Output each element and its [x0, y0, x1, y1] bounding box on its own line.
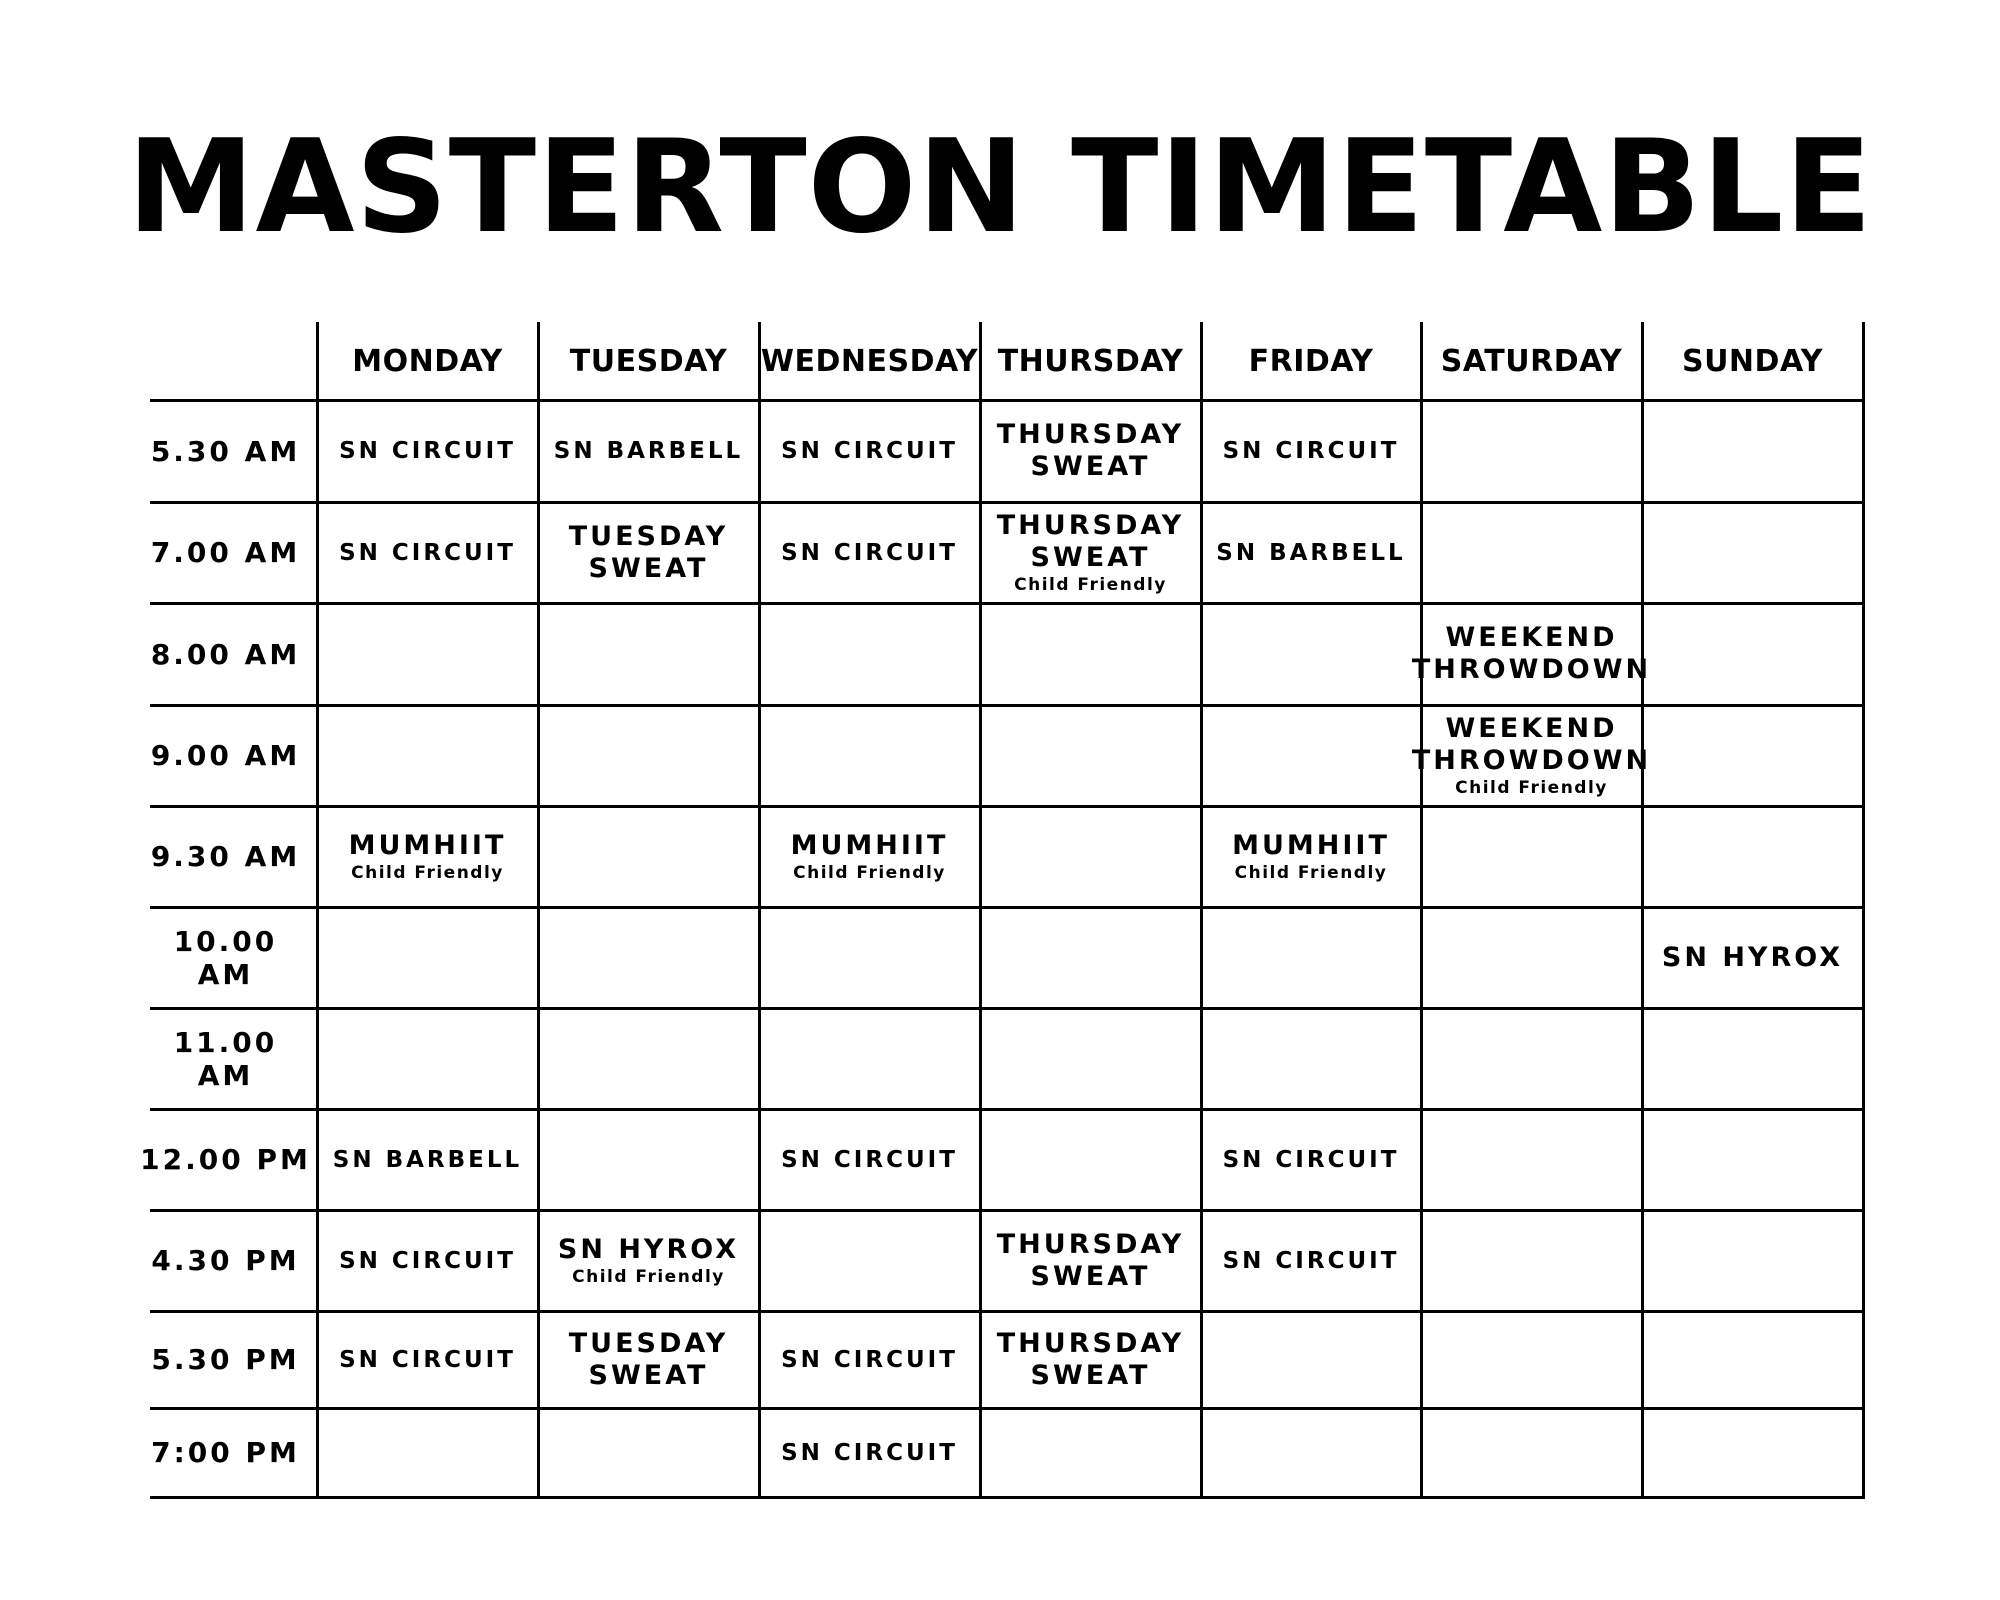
time-label: 10.00 AM [173, 924, 278, 991]
class-name: SN BARBELL [1216, 539, 1406, 566]
class-cell [1642, 603, 1863, 705]
class-cell [1411, 705, 1652, 806]
class-cell [980, 1109, 1201, 1210]
class-cell [759, 1109, 980, 1210]
class-name: MUMHIIT [790, 829, 949, 861]
class-cell [317, 1311, 538, 1408]
day-header: WEDNESDAY [760, 343, 979, 379]
time-label: 8.00 AM [150, 637, 301, 671]
class-cell [1421, 806, 1642, 907]
class-name: SN CIRCUIT [781, 539, 958, 566]
class-cell [1201, 1408, 1421, 1497]
class-name: SN HYROX [557, 1233, 740, 1265]
class-name: SWEAT [1030, 1359, 1151, 1391]
class-cell [538, 1210, 759, 1311]
class-cell [1421, 502, 1642, 603]
class-name: THURSDAY [996, 509, 1185, 541]
class-cell [1201, 907, 1421, 1008]
class-cell [538, 907, 759, 1008]
class-cell [1642, 502, 1863, 603]
class-cell [980, 907, 1201, 1008]
class-cell [1421, 1109, 1642, 1210]
class-cell [1421, 1008, 1642, 1109]
class-name: MUMHIIT [348, 829, 507, 861]
class-name: SN CIRCUIT [781, 438, 958, 464]
time-label: 4.30 PM [151, 1244, 300, 1277]
class-name: MUMHIIT [1232, 829, 1390, 861]
class-cell [759, 1311, 980, 1408]
class-name: SWEAT [1030, 451, 1151, 482]
child-friendly-note: Child Friendly [572, 1266, 725, 1287]
class-cell [1642, 1311, 1863, 1408]
class-name: WEEKEND [1445, 712, 1618, 744]
class-cell [980, 1210, 1201, 1311]
class-name: SWEAT [1030, 541, 1151, 573]
page-title: MASTERTON TIMETABLE [127, 113, 1873, 262]
child-friendly-note: Child Friendly [1455, 777, 1608, 798]
class-name: SN HYROX [1661, 941, 1844, 973]
child-friendly-note: Child Friendly [1234, 862, 1388, 883]
class-cell [1201, 400, 1421, 502]
child-friendly-note: Child Friendly [1014, 574, 1167, 595]
class-cell [980, 400, 1201, 502]
class-cell [1201, 1109, 1421, 1210]
time-label: 7:00 PM [151, 1436, 300, 1469]
class-cell [317, 806, 538, 907]
class-cell [980, 1008, 1201, 1109]
class-cell [1421, 1311, 1642, 1408]
class-cell [538, 502, 759, 603]
class-cell [1421, 1408, 1642, 1497]
class-cell [1642, 1210, 1863, 1311]
time-label: 11.00 AM [173, 1025, 278, 1092]
class-name: SN BARBELL [553, 438, 744, 464]
class-cell [317, 1408, 538, 1497]
class-cell [1201, 1210, 1421, 1311]
class-name: SWEAT [1030, 1260, 1151, 1292]
time-label: 9.00 AM [150, 739, 301, 772]
class-cell [1201, 603, 1421, 705]
class-name: SN CIRCUIT [339, 539, 516, 566]
class-name: TUESDAY [568, 520, 729, 552]
class-cell [317, 502, 538, 603]
class-cell [759, 502, 980, 603]
class-cell [1642, 907, 1863, 1008]
class-cell [1642, 400, 1863, 502]
class-cell [759, 1408, 980, 1497]
day-header: FRIDAY [1248, 343, 1374, 379]
time-label: 5.30 PM [151, 1343, 300, 1376]
day-header: MONDAY [352, 343, 503, 379]
class-name: SN CIRCUIT [781, 1439, 958, 1466]
class-cell [980, 1408, 1201, 1497]
class-name: THURSDAY [996, 419, 1185, 450]
class-cell [538, 806, 759, 907]
class-cell [1642, 1008, 1863, 1109]
class-cell [980, 806, 1201, 907]
class-cell [1201, 502, 1421, 603]
class-cell [759, 1210, 980, 1311]
class-name: SN CIRCUIT [781, 1146, 958, 1173]
class-name: THURSDAY [996, 1228, 1185, 1260]
class-name: SN CIRCUIT [339, 1247, 516, 1274]
class-cell [1421, 907, 1642, 1008]
class-cell [317, 1210, 538, 1311]
class-cell [1642, 806, 1863, 907]
day-header: TUESDAY [569, 343, 728, 379]
class-cell [538, 400, 759, 502]
class-name: SWEAT [588, 1359, 709, 1391]
day-header: SUNDAY [1681, 343, 1824, 379]
class-cell [1411, 603, 1652, 705]
class-cell [317, 907, 538, 1008]
class-cell [538, 705, 759, 806]
time-label: 7.00 AM [150, 536, 301, 569]
class-cell [538, 1008, 759, 1109]
day-header: SATURDAY [1440, 343, 1623, 379]
class-cell [759, 806, 980, 907]
class-cell [1642, 1408, 1863, 1497]
class-name: SN BARBELL [332, 1146, 523, 1173]
time-label: 9.30 AM [150, 840, 301, 873]
time-label: 12.00 PM [140, 1143, 311, 1176]
class-cell [317, 1109, 538, 1210]
class-name: WEEKEND [1445, 622, 1618, 653]
class-name: SN CIRCUIT [339, 438, 516, 464]
class-name: SN CIRCUIT [1222, 1146, 1400, 1173]
day-header: THURSDAY [997, 343, 1184, 379]
class-cell [980, 603, 1201, 705]
class-cell [759, 603, 980, 705]
class-cell [317, 603, 538, 705]
child-friendly-note: Child Friendly [351, 862, 504, 883]
class-name: SWEAT [588, 552, 709, 584]
class-cell [980, 705, 1201, 806]
class-cell [759, 907, 980, 1008]
class-cell [538, 1311, 759, 1408]
class-cell [980, 1311, 1201, 1408]
class-cell [1421, 1210, 1642, 1311]
class-cell [1201, 1311, 1421, 1408]
class-cell [980, 502, 1201, 603]
class-cell [759, 705, 980, 806]
class-name: SN CIRCUIT [1222, 438, 1400, 464]
class-cell [538, 1109, 759, 1210]
class-cell [1201, 705, 1421, 806]
class-name: THROWDOWN [1411, 744, 1652, 776]
time-label: 5.30 AM [150, 434, 301, 468]
class-cell [759, 1008, 980, 1109]
class-cell [317, 705, 538, 806]
class-cell [317, 400, 538, 502]
class-cell [317, 1008, 538, 1109]
class-name: SN CIRCUIT [1222, 1247, 1400, 1274]
class-cell [538, 603, 759, 705]
class-name: SN CIRCUIT [339, 1346, 516, 1373]
class-cell [538, 1408, 759, 1497]
child-friendly-note: Child Friendly [793, 862, 946, 883]
class-cell [1642, 1109, 1863, 1210]
class-name: SN CIRCUIT [781, 1346, 958, 1373]
class-cell [1642, 705, 1863, 806]
class-cell [1421, 400, 1642, 502]
class-cell [1201, 806, 1421, 907]
class-name: THROWDOWN [1411, 654, 1652, 685]
class-name: THURSDAY [996, 1327, 1185, 1359]
class-cell [1201, 1008, 1421, 1109]
class-name: TUESDAY [568, 1327, 729, 1359]
class-cell [759, 400, 980, 502]
